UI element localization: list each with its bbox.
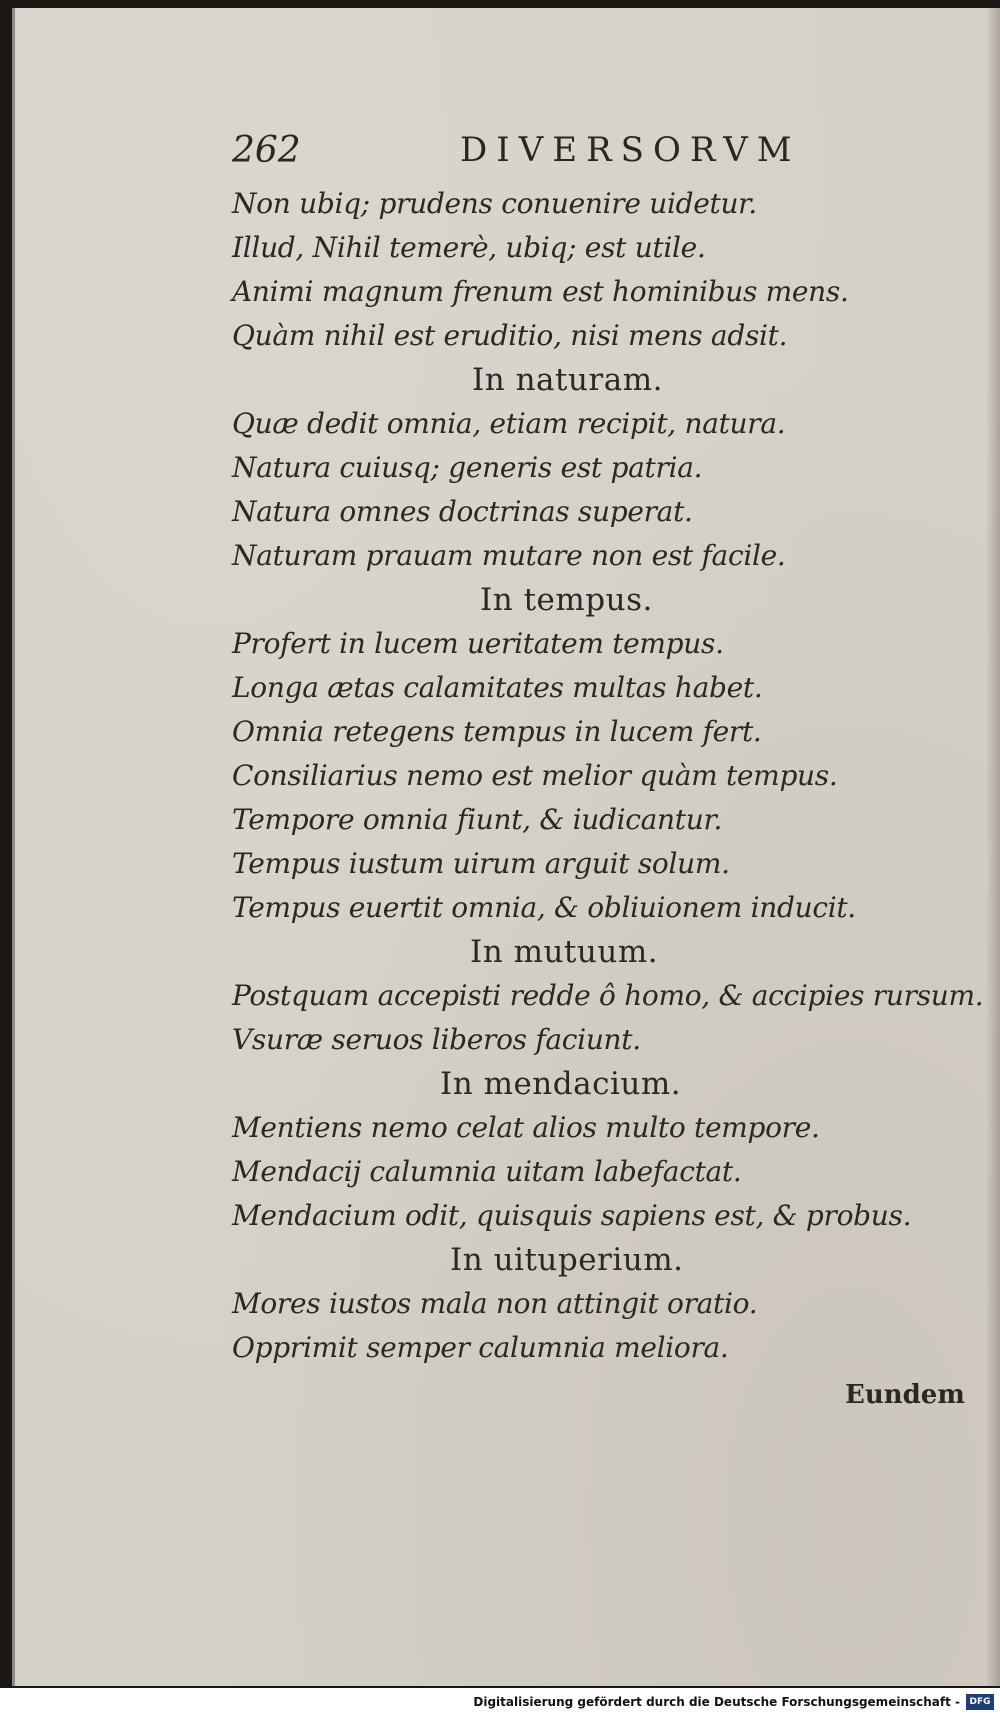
- verse-line: Tempore omnia fiunt, & iudicantur.: [232, 803, 723, 836]
- verse-line: Vsuræ seruos liberos faciunt.: [232, 1023, 641, 1056]
- page-header: [232, 130, 832, 178]
- footer-credit: Digitalisierung gefördert durch die Deutsche Forschungsgemeinschaft -: [473, 1695, 960, 1709]
- verse-line: Quæ dedit omnia, etiam recipit, natura.: [232, 407, 786, 440]
- verse-line: Mores iustos mala non attingit oratio.: [232, 1287, 758, 1320]
- verse-line: Consiliarius nemo est melior quàm tempus.: [232, 759, 838, 792]
- verse-line: Profert in lucem ueritatem tempus.: [232, 627, 724, 660]
- verse-line: Quàm nihil est eruditio, nisi mens adsit.: [232, 319, 788, 352]
- verse-line: Mendacium odit, quisquis sapiens est, & probus.: [232, 1199, 912, 1232]
- verse-line: Natura omnes doctrinas superat.: [232, 495, 693, 528]
- verse-line: Postquam accepisti redde ô homo, & accipies rursum.: [232, 979, 984, 1012]
- dfg-logo: DFG: [966, 1694, 994, 1710]
- verse-line: Longa ætas calamitates multas habet.: [232, 671, 763, 704]
- verse-line: Tempus euertit omnia, & obliuionem inducit.: [232, 891, 856, 924]
- section-heading: In uituperium.: [450, 1242, 684, 1278]
- verse-line: Naturam prauam mutare non est facile.: [232, 539, 786, 572]
- verse-line: Omnia retegens tempus in lucem fert.: [232, 715, 762, 748]
- page-edge-shadow: [986, 8, 1000, 1686]
- verse-line: Natura cuiusq; generis est patria.: [232, 451, 703, 484]
- section-heading: In tempus.: [480, 582, 653, 618]
- section-heading: In mutuum.: [470, 934, 659, 970]
- page-number: 262: [232, 130, 301, 171]
- verse-line: Tempus iustum uirum arguit solum.: [232, 847, 730, 880]
- verse-line: Animi magnum frenum est hominibus mens.: [232, 275, 849, 308]
- verse-line: Opprimit semper calumnia meliora.: [232, 1331, 729, 1364]
- section-heading: In mendacium.: [440, 1066, 682, 1102]
- running-head: DIVERSORVM: [460, 130, 801, 170]
- digitization-footer: [0, 1688, 1000, 1716]
- verse-line: Mendacij calumnia uitam labefactat.: [232, 1155, 742, 1188]
- catchword: Eundem: [845, 1380, 965, 1410]
- verse-line: Non ubiq; prudens conuenire uidetur.: [232, 187, 757, 220]
- verse-line: Mentiens nemo celat alios multo tempore.: [232, 1111, 820, 1144]
- section-heading: In naturam.: [472, 362, 663, 398]
- text-block: [232, 182, 984, 1370]
- verse-line: Illud, Nihil temerè, ubiq; est utile.: [232, 231, 706, 264]
